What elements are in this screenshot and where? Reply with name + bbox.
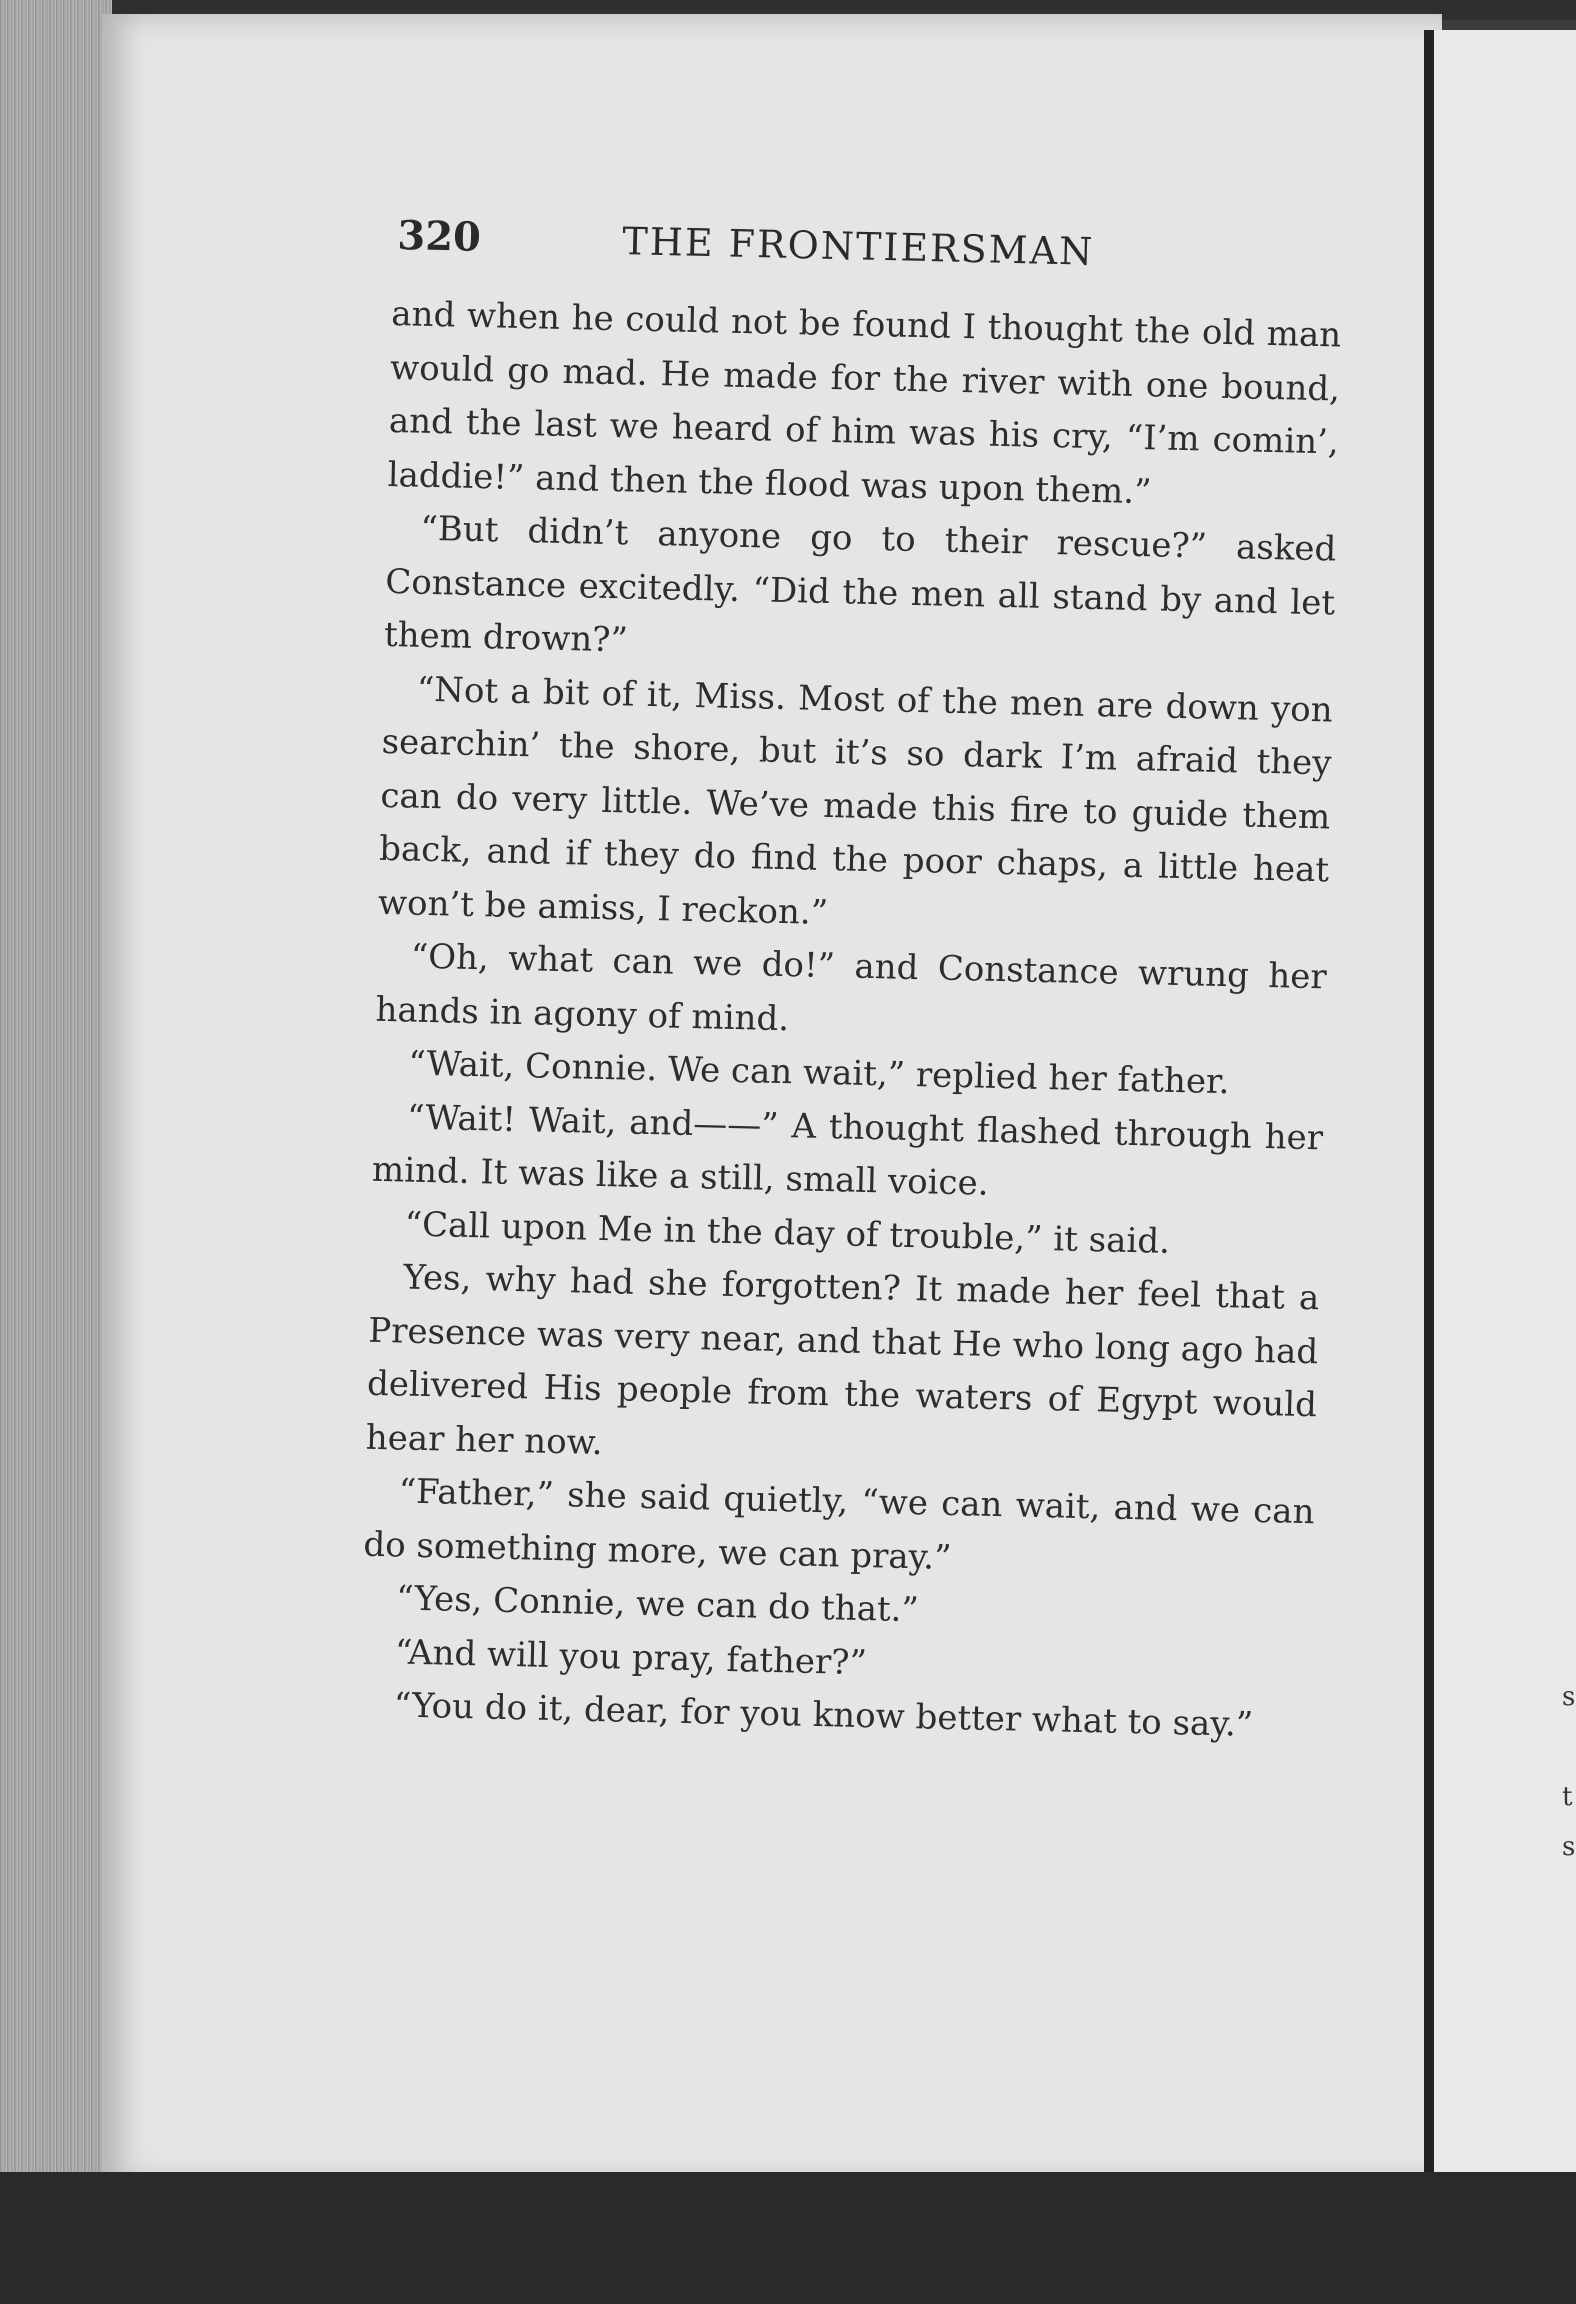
facing-page-fragment: t xyxy=(1562,1782,1573,1812)
paragraph: “Yes, Connie, we can do that.” xyxy=(395,1578,920,1631)
paragraph: “You do it, dear, for you know better what to say.” xyxy=(393,1685,1254,1745)
paragraph: “Oh, what can we do!” and Constance wrung her hands in agony of mind. xyxy=(375,936,1328,1039)
body-text xyxy=(359,288,1342,1754)
scan-background-bottom xyxy=(0,2172,1576,2304)
paragraph: “And will you pray, father?” xyxy=(394,1631,868,1683)
paragraph: and when he could not be found I thought the old man would go mad. He made for the river with one bound, and the last we heard of him was his cry, “I’m comin’, laddie!” and then the flood was upon them.” xyxy=(387,293,1342,512)
facing-page-fragment: s xyxy=(1562,1682,1576,1712)
facing-page xyxy=(1434,30,1576,2190)
paragraph: “Father,” she said quietly, “we can wait, and we can do something more, we can pray.” xyxy=(363,1471,1315,1578)
book-page-edges xyxy=(0,0,112,2190)
running-title: THE FRONTIERSMAN xyxy=(621,219,1095,274)
page-number: 320 xyxy=(396,212,482,261)
paragraph: “Wait, Connie. We can wait,” replied her father. xyxy=(407,1043,1230,1103)
paragraph: “Not a bit of it, Miss. Most of the men are down yon searchin’ the shore, but it’s so dark I’m afraid they can do very little. We’ve made this fire to guide them back, and if they do find the poor chaps, a little heat won’t be amiss, I reckon.” xyxy=(377,669,1334,933)
paragraph: “But didn’t anyone go to their rescue?” asked Constance excitedly. “Did the men all stand by and let them drown?” xyxy=(383,508,1337,661)
page-gutter xyxy=(1424,30,1434,2190)
facing-page-fragment: s xyxy=(1562,1832,1576,1862)
paragraph: Yes, why had she forgotten? It made her feel that a Presence was very near, and that He who long ago had delivered His people from the waters of Egypt would hear her now. xyxy=(365,1257,1320,1463)
paragraph: “Wait! Wait, and——” A thought flashed through her mind. It was like a still, small voice. xyxy=(371,1097,1324,1204)
paragraph: “Call upon Me in the day of trouble,” it said. xyxy=(404,1204,1171,1262)
